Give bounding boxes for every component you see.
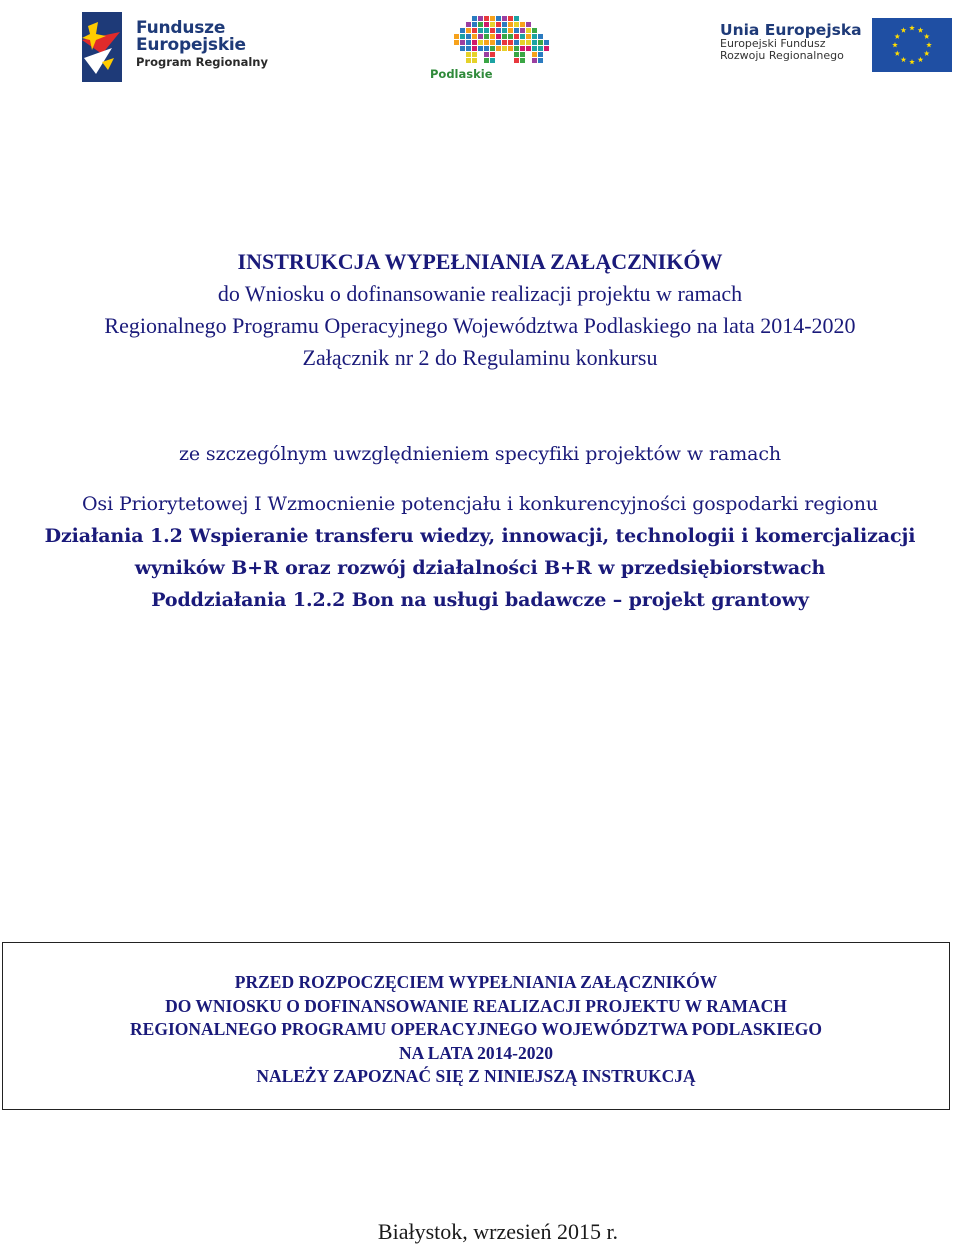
mosaic-tile bbox=[496, 16, 501, 21]
mosaic-tile bbox=[508, 34, 513, 39]
fe-line1: Fundusze bbox=[136, 18, 226, 38]
mosaic-tile bbox=[466, 52, 471, 57]
mosaic-tile bbox=[526, 34, 531, 39]
mosaic-tile bbox=[526, 46, 531, 51]
mosaic-tile bbox=[472, 22, 477, 27]
mosaic-tile bbox=[484, 16, 489, 21]
mosaic-tile bbox=[520, 34, 525, 39]
mosaic-tile bbox=[490, 28, 495, 33]
mosaic-tile bbox=[532, 46, 537, 51]
mosaic-tile bbox=[472, 46, 477, 51]
mosaic-tile bbox=[454, 34, 459, 39]
mosaic-tile bbox=[502, 16, 507, 21]
mosaic-tile bbox=[496, 46, 501, 51]
mosaic-tile bbox=[484, 46, 489, 51]
mosaic-tile bbox=[502, 28, 507, 33]
document-title bbox=[20, 246, 940, 374]
notice-line-3: REGIONALNEGO PROGRAMU OPERACYJNEGO WOJEWÓDZTWA PODLASKIEGO bbox=[130, 1019, 822, 1039]
notice-line-2: DO WNIOSKU O DOFINANSOWANIE REALIZACJI PROJEKTU W RAMACH bbox=[165, 995, 787, 1016]
mosaic-tile bbox=[520, 58, 525, 63]
podlaskie-logo bbox=[428, 12, 552, 84]
mosaic-tile bbox=[490, 58, 495, 63]
mosaic-tile bbox=[478, 34, 483, 39]
mosaic-tile bbox=[514, 58, 519, 63]
title-line-main: INSTRUKCJA WYPEŁNIANIA ZAŁĄCZNIKÓW bbox=[237, 249, 723, 274]
mosaic-tile bbox=[484, 22, 489, 27]
mosaic-tile bbox=[526, 22, 531, 27]
mosaic-tile bbox=[466, 34, 471, 39]
document-subtitle bbox=[20, 438, 940, 616]
podlaskie-label: Podlaskie bbox=[430, 67, 493, 81]
mosaic-tile bbox=[502, 40, 507, 45]
mosaic-tile bbox=[514, 46, 519, 51]
mosaic-tile bbox=[472, 28, 477, 33]
mosaic-tile bbox=[478, 22, 483, 27]
unia-europejska-text bbox=[720, 22, 862, 61]
mosaic-tile bbox=[538, 34, 543, 39]
mosaic-tile bbox=[514, 52, 519, 57]
mosaic-tile bbox=[472, 16, 477, 21]
eu-line3: Rozwoju Regionalnego bbox=[720, 48, 844, 62]
mosaic-tile bbox=[472, 40, 477, 45]
subtitle-line-3: wyników B+R oraz rozwój działalności B+R w przedsiębiorstwach bbox=[134, 557, 826, 579]
mosaic-tile bbox=[496, 34, 501, 39]
mosaic-tile bbox=[460, 34, 465, 39]
title-line-2: do Wniosku o dofinansowanie realizacji projektu w ramach bbox=[217, 281, 743, 306]
mosaic-tile bbox=[514, 22, 519, 27]
mosaic-tile bbox=[484, 28, 489, 33]
mosaic-tile bbox=[478, 28, 483, 33]
fundusze-europejskie-mark-icon bbox=[82, 12, 130, 84]
fe-line3: Program Regionalny bbox=[136, 55, 268, 69]
fundusze-europejskie-logo bbox=[82, 12, 272, 82]
mosaic-tile bbox=[454, 40, 459, 45]
mosaic-tile bbox=[466, 22, 471, 27]
mosaic-tile bbox=[508, 28, 513, 33]
mosaic-tile bbox=[544, 40, 549, 45]
subtitle-line-2: Działania 1.2 Wspieranie transferu wiedzy, innowacji, technologii i komercjalizacji bbox=[44, 525, 916, 547]
mosaic-tile bbox=[466, 40, 471, 45]
mosaic-tile bbox=[502, 22, 507, 27]
mosaic-tile bbox=[538, 46, 543, 51]
mosaic-tile bbox=[478, 40, 483, 45]
mosaic-tile bbox=[538, 58, 543, 63]
mosaic-tile bbox=[514, 40, 519, 45]
mosaic-tile bbox=[532, 34, 537, 39]
mosaic-tile bbox=[490, 34, 495, 39]
mosaic-tile bbox=[472, 58, 477, 63]
mosaic-tile bbox=[466, 46, 471, 51]
mosaic-tile bbox=[502, 46, 507, 51]
eu-line1: Unia Europejska bbox=[720, 21, 862, 39]
mosaic-tile bbox=[490, 46, 495, 51]
mosaic-tile bbox=[490, 22, 495, 27]
eu-line2: Europejski Fundusz bbox=[720, 37, 826, 51]
mosaic-tile bbox=[484, 40, 489, 45]
mosaic-tile bbox=[460, 28, 465, 33]
mosaic-tile bbox=[460, 46, 465, 51]
subtitle-line-4: Poddziałania 1.2.2 Bon na usługi badawcze – projekt grantowy bbox=[151, 589, 809, 611]
mosaic-tile bbox=[520, 52, 525, 57]
mosaic-tile bbox=[508, 16, 513, 21]
mosaic-tile bbox=[520, 28, 525, 33]
mosaic-tile bbox=[532, 28, 537, 33]
fe-line2: Europejskie bbox=[136, 35, 246, 55]
unia-europejska-logo bbox=[720, 18, 956, 82]
podlaskie-bison-icon bbox=[454, 12, 550, 68]
title-line-4: Załącznik nr 2 do Regulaminu konkursu bbox=[302, 345, 658, 370]
mosaic-tile bbox=[496, 22, 501, 27]
mosaic-tile bbox=[490, 16, 495, 21]
mosaic-tile bbox=[484, 52, 489, 57]
fundusze-europejskie-text bbox=[136, 20, 268, 69]
mosaic-tile bbox=[526, 40, 531, 45]
subtitle-intro: ze szczególnym uwzględnieniem specyfiki projektów w ramach bbox=[178, 443, 782, 465]
mosaic-tile bbox=[532, 58, 537, 63]
mosaic-tile bbox=[520, 46, 525, 51]
mosaic-tile bbox=[538, 52, 543, 57]
mosaic-tile bbox=[460, 40, 465, 45]
mosaic-tile bbox=[466, 58, 471, 63]
mosaic-tile bbox=[520, 40, 525, 45]
notice-box bbox=[2, 942, 950, 1110]
mosaic-tile bbox=[538, 40, 543, 45]
mosaic-tile bbox=[544, 46, 549, 51]
mosaic-tile bbox=[514, 34, 519, 39]
mosaic-tile bbox=[496, 40, 501, 45]
mosaic-tile bbox=[520, 22, 525, 27]
mosaic-tile bbox=[526, 28, 531, 33]
mosaic-tile bbox=[502, 34, 507, 39]
notice-line-5: NALEŻY ZAPOZNAĆ SIĘ Z NINIEJSZĄ INSTRUKCJĄ bbox=[256, 1066, 696, 1086]
eu-flag-icon bbox=[872, 18, 952, 72]
subtitle-gap bbox=[20, 470, 940, 488]
logo-bar bbox=[0, 8, 960, 88]
mosaic-tile bbox=[490, 40, 495, 45]
mosaic-tile bbox=[508, 46, 513, 51]
mosaic-tile bbox=[484, 58, 489, 63]
notice-line-1: PRZED ROZPOCZĘCIEM WYPEŁNIANIA ZAŁĄCZNIKÓW bbox=[234, 972, 718, 992]
mosaic-tile bbox=[532, 40, 537, 45]
mosaic-tile bbox=[532, 52, 537, 57]
place-date: Białystok, wrzesień 2015 r. bbox=[377, 1219, 619, 1244]
mosaic-tile bbox=[490, 52, 495, 57]
mosaic-tile bbox=[472, 34, 477, 39]
subtitle-line-1: Osi Priorytetowej I Wzmocnienie potencjału i konkurencyjności gospodarki regionu bbox=[81, 493, 879, 515]
mosaic-tile bbox=[478, 16, 483, 21]
title-line-3: Regionalnego Programu Operacyjnego Województwa Podlaskiego na lata 2014-2020 bbox=[104, 313, 856, 338]
mosaic-tile bbox=[472, 52, 477, 57]
notice-line-4: NA LATA 2014-2020 bbox=[399, 1042, 553, 1063]
mosaic-tile bbox=[514, 16, 519, 21]
mosaic-tile bbox=[466, 28, 471, 33]
mosaic-tile bbox=[508, 22, 513, 27]
mosaic-tile bbox=[514, 28, 519, 33]
mosaic-tile bbox=[496, 28, 501, 33]
mosaic-tile bbox=[478, 46, 483, 51]
mosaic-tile bbox=[484, 34, 489, 39]
mosaic-tile bbox=[508, 40, 513, 45]
